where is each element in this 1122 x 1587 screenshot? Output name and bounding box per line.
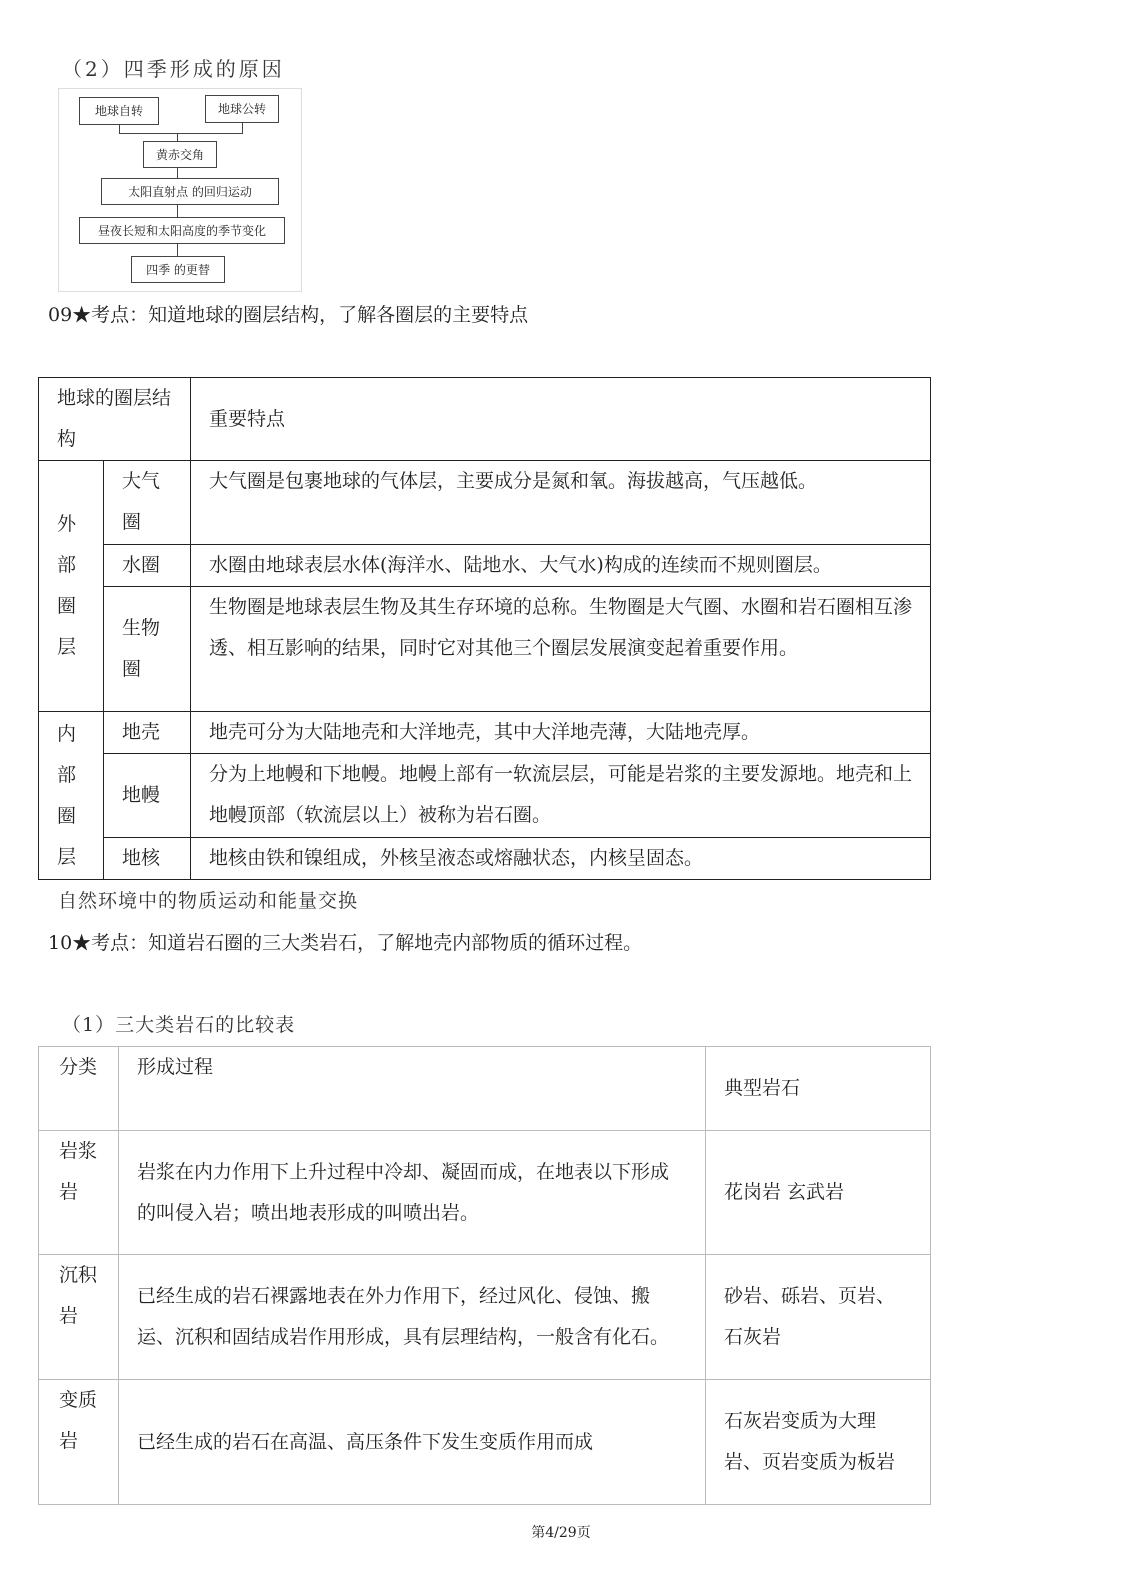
layer-hydrosphere: 水圈: [104, 545, 191, 587]
examples-sedimentary: 砂岩、砾岩、页岩、石灰岩: [706, 1255, 931, 1380]
process-metamorphic: 已经生成的岩石在高温、高压条件下发生变质作用而成: [119, 1380, 706, 1505]
section-title: （2）四季形成的原因: [62, 57, 285, 81]
earth-layers-table: [38, 377, 931, 880]
connector-line: [119, 125, 120, 133]
rock-type-sedimentary: 沉积岩: [39, 1255, 119, 1380]
desc-atmosphere: 大气圈是包裹地球的气体层，主要成分是氮和氧。海拔越高，气压越低。: [191, 461, 931, 545]
rock-table-title: （1）三大类岩石的比较表: [62, 1014, 296, 1036]
layer-crust: 地壳: [104, 712, 191, 754]
layer-atmosphere: 大气圈: [104, 461, 191, 545]
process-igneous: 岩浆在内力作用下上升过程中冷却、凝固而成，在地表以下形成的叫侵入岩；喷出地表形成的叫喷出岩。: [119, 1131, 706, 1255]
group-outer: 外部圈层: [39, 461, 104, 712]
desc-core: 地核由铁和镍组成，外核呈液态或熔融状态，内核呈固态。: [191, 838, 931, 880]
examples-igneous: 花岗岩 玄武岩: [706, 1131, 931, 1255]
layer-core: 地核: [104, 838, 191, 880]
connector-line: [177, 133, 178, 141]
page-number: 第4/29页: [531, 1525, 591, 1541]
desc-crust: 地壳可分为大陆地壳和大洋地壳，其中大洋地壳薄，大陆地壳厚。: [191, 712, 931, 754]
diagram-node-daylength: 昼夜长短和太阳高度的季节变化: [79, 217, 285, 244]
connector-line: [177, 168, 178, 178]
diagram-node-seasons: 四季 的更替: [131, 256, 225, 283]
group-inner: 内部圈层: [39, 712, 104, 880]
diagram-node-rotation: 地球自转: [79, 97, 159, 125]
connector-line: [177, 244, 178, 256]
header-category: 分类: [39, 1047, 119, 1131]
connector-line: [119, 133, 243, 134]
rock-type-metamorphic: 变质岩: [39, 1380, 119, 1505]
examples-metamorphic: 石灰岩变质为大理岩、页岩变质为板岩: [706, 1380, 931, 1505]
diagram-node-revolution: 地球公转: [205, 95, 279, 123]
desc-mantle: 分为上地幔和下地幔。地幔上部有一软流层层，可能是岩浆的主要发源地。地壳和上地幔顶部（软流层以上）被称为岩石圈。: [191, 754, 931, 838]
layer-mantle: 地幔: [104, 754, 191, 838]
header-examples: 典型岩石: [706, 1047, 931, 1131]
header-features: 重要特点: [191, 378, 931, 461]
point-09-heading: 09★考点：知道地球的圈层结构，了解各圈层的主要特点: [48, 304, 529, 326]
process-sedimentary: 已经生成的岩石裸露地表在外力作用下，经过风化、侵蚀、搬运、沉积和固结成岩作用形成，具有层理结构，一般含有化石。: [119, 1255, 706, 1380]
connector-line: [177, 205, 178, 217]
desc-hydrosphere: 水圈由地球表层水体(海洋水、陆地水、大气水)构成的连续而不规则圈层。: [191, 545, 931, 587]
layer-biosphere: 生物圈: [104, 587, 191, 712]
seasons-flow-diagram: [58, 88, 302, 292]
header-layer-structure: 地球的圈层结构: [39, 378, 191, 461]
header-process: 形成过程: [119, 1047, 706, 1131]
point-10-heading: 10★考点：知道岩石圈的三大类岩石，了解地壳内部物质的循环过程。: [48, 932, 643, 954]
desc-biosphere: 生物圈是地球表层生物及其生存环境的总称。生物圈是大气圈、水圈和岩石圈相互渗透、相互影响的结果，同时它对其他三个圈层发展演变起着重要作用。: [191, 587, 931, 712]
connector-line: [242, 123, 243, 133]
subheading: 自然环境中的物质运动和能量交换: [58, 890, 359, 912]
diagram-node-solar-motion: 太阳直射点 的回归运动: [101, 178, 279, 205]
rock-type-igneous: 岩浆岩: [39, 1131, 119, 1255]
diagram-node-obliquity: 黄赤交角: [143, 141, 217, 168]
rock-comparison-table: [38, 1046, 931, 1505]
